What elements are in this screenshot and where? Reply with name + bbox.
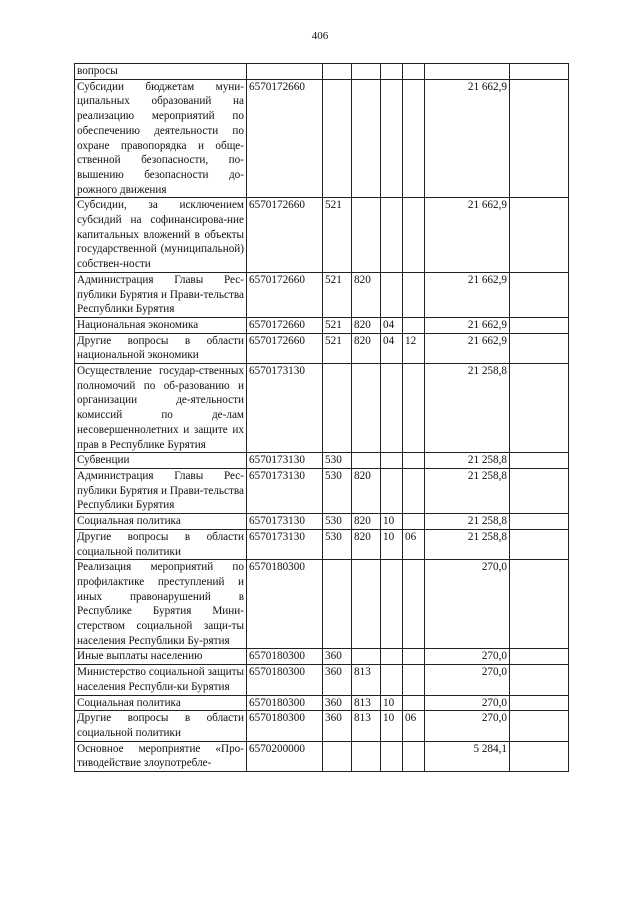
cell-ministry-code: 813 <box>352 665 381 695</box>
cell-extra <box>510 272 569 317</box>
cell-target-code: 6570180300 <box>247 665 323 695</box>
cell-expense-type <box>323 364 352 453</box>
cell-amount: 21 258,8 <box>425 529 510 559</box>
cell-name: Социальная политика <box>75 695 247 711</box>
cell-section: 10 <box>381 711 403 741</box>
cell-amount: 21 258,8 <box>425 468 510 513</box>
cell-subsection <box>403 560 425 649</box>
cell-expense-type <box>323 741 352 771</box>
cell-section <box>381 468 403 513</box>
cell-name: вопросы <box>75 64 247 80</box>
table-row <box>75 333 569 363</box>
cell-ministry-code: 820 <box>352 529 381 559</box>
table-row <box>75 529 569 559</box>
cell-target-code: 6570172660 <box>247 198 323 273</box>
cell-ministry-code <box>352 64 381 80</box>
cell-section: 04 <box>381 317 403 333</box>
cell-target-code <box>247 64 323 80</box>
table-row <box>75 741 569 771</box>
cell-expense-type: 521 <box>323 333 352 363</box>
table-row <box>75 665 569 695</box>
cell-name: Субвенции <box>75 453 247 469</box>
cell-amount: 5 284,1 <box>425 741 510 771</box>
cell-expense-type: 530 <box>323 468 352 513</box>
cell-target-code: 6570173130 <box>247 453 323 469</box>
cell-extra <box>510 649 569 665</box>
cell-name: Национальная экономика <box>75 317 247 333</box>
cell-name: Иные выплаты населению <box>75 649 247 665</box>
cell-amount: 270,0 <box>425 560 510 649</box>
cell-target-code: 6570180300 <box>247 649 323 665</box>
cell-target-code: 6570180300 <box>247 695 323 711</box>
cell-target-code: 6570180300 <box>247 560 323 649</box>
cell-amount: 21 662,9 <box>425 198 510 273</box>
cell-target-code: 6570173130 <box>247 529 323 559</box>
cell-expense-type: 530 <box>323 514 352 530</box>
cell-amount: 21 258,8 <box>425 364 510 453</box>
cell-name: Администрация Главы Рес-публики Бурятия и Прави-тельства Республики Бурятия <box>75 468 247 513</box>
cell-ministry-code <box>352 198 381 273</box>
cell-section <box>381 79 403 198</box>
cell-expense-type: 530 <box>323 529 352 559</box>
table-row <box>75 514 569 530</box>
table-row <box>75 711 569 741</box>
cell-section <box>381 64 403 80</box>
cell-extra <box>510 560 569 649</box>
table-row <box>75 560 569 649</box>
table-row <box>75 198 569 273</box>
cell-amount <box>425 64 510 80</box>
cell-ministry-code <box>352 364 381 453</box>
cell-target-code: 6570173130 <box>247 514 323 530</box>
table-row <box>75 272 569 317</box>
cell-subsection: 06 <box>403 711 425 741</box>
cell-name: Социальная политика <box>75 514 247 530</box>
cell-name: Осуществление государ-ственных полномочий по об-разованию и организации де-ятельности комиссий по де-лам несовершеннолетних и защите их прав в Республике Бурятия <box>75 364 247 453</box>
cell-extra <box>510 741 569 771</box>
cell-target-code: 6570173130 <box>247 364 323 453</box>
cell-amount: 21 662,9 <box>425 272 510 317</box>
cell-expense-type: 360 <box>323 695 352 711</box>
cell-subsection: 06 <box>403 529 425 559</box>
cell-expense-type: 521 <box>323 317 352 333</box>
cell-extra <box>510 711 569 741</box>
cell-expense-type: 521 <box>323 272 352 317</box>
cell-amount: 21 662,9 <box>425 333 510 363</box>
cell-expense-type <box>323 64 352 80</box>
cell-subsection <box>403 272 425 317</box>
cell-target-code: 6570180300 <box>247 711 323 741</box>
cell-expense-type: 360 <box>323 711 352 741</box>
cell-section: 10 <box>381 529 403 559</box>
cell-subsection <box>403 364 425 453</box>
cell-section: 04 <box>381 333 403 363</box>
cell-section: 10 <box>381 695 403 711</box>
cell-name: Основное мероприятие «Про-тиводействие злоупотребле- <box>75 741 247 771</box>
cell-target-code: 6570172660 <box>247 333 323 363</box>
cell-ministry-code: 813 <box>352 711 381 741</box>
cell-extra <box>510 333 569 363</box>
cell-section <box>381 453 403 469</box>
cell-target-code: 6570172660 <box>247 317 323 333</box>
cell-section <box>381 649 403 665</box>
cell-ministry-code <box>352 741 381 771</box>
cell-subsection <box>403 695 425 711</box>
cell-name: Субсидии, за исключением субсидий на софинансирова-ние капитальных вложений в объекты государственной (муниципальной) собствен-ности <box>75 198 247 273</box>
cell-section <box>381 364 403 453</box>
cell-extra <box>510 514 569 530</box>
cell-expense-type <box>323 560 352 649</box>
cell-target-code: 6570172660 <box>247 272 323 317</box>
page-number: 406 <box>311 30 329 42</box>
budget-table <box>74 63 569 772</box>
cell-amount: 270,0 <box>425 665 510 695</box>
cell-ministry-code: 820 <box>352 514 381 530</box>
cell-amount: 21 662,9 <box>425 79 510 198</box>
cell-extra <box>510 198 569 273</box>
cell-name: Администрация Главы Рес-публики Бурятия и Прави-тельства Республики Бурятия <box>75 272 247 317</box>
cell-amount: 270,0 <box>425 649 510 665</box>
cell-name: Реализация мероприятий по профилактике преступлений и иных правонарушений в Республике Бурятия Мини-стерством социальной защи-ты населения Республики Бу-рятия <box>75 560 247 649</box>
cell-ministry-code: 820 <box>352 272 381 317</box>
cell-ministry-code <box>352 453 381 469</box>
cell-subsection <box>403 665 425 695</box>
cell-extra <box>510 665 569 695</box>
cell-extra <box>510 468 569 513</box>
cell-ministry-code: 813 <box>352 695 381 711</box>
cell-ministry-code: 820 <box>352 317 381 333</box>
cell-section <box>381 272 403 317</box>
cell-subsection <box>403 468 425 513</box>
cell-expense-type <box>323 79 352 198</box>
table-row <box>75 468 569 513</box>
cell-expense-type: 530 <box>323 453 352 469</box>
table-row <box>75 64 569 80</box>
cell-subsection <box>403 649 425 665</box>
cell-subsection <box>403 317 425 333</box>
cell-name: Другие вопросы в области национальной экономики <box>75 333 247 363</box>
cell-section <box>381 665 403 695</box>
table-row <box>75 695 569 711</box>
cell-target-code: 6570200000 <box>247 741 323 771</box>
cell-amount: 270,0 <box>425 695 510 711</box>
table-row <box>75 364 569 453</box>
table-body <box>75 64 569 772</box>
cell-subsection: 12 <box>403 333 425 363</box>
cell-extra <box>510 529 569 559</box>
cell-subsection <box>403 198 425 273</box>
cell-ministry-code <box>352 79 381 198</box>
cell-extra <box>510 364 569 453</box>
cell-target-code: 6570173130 <box>247 468 323 513</box>
cell-extra <box>510 453 569 469</box>
cell-section <box>381 741 403 771</box>
cell-expense-type: 360 <box>323 665 352 695</box>
cell-amount: 270,0 <box>425 711 510 741</box>
table-row <box>75 649 569 665</box>
cell-amount: 21 662,9 <box>425 317 510 333</box>
cell-subsection <box>403 514 425 530</box>
table-row <box>75 79 569 198</box>
cell-section <box>381 198 403 273</box>
cell-subsection <box>403 741 425 771</box>
cell-ministry-code <box>352 560 381 649</box>
cell-expense-type: 360 <box>323 649 352 665</box>
cell-section: 10 <box>381 514 403 530</box>
cell-amount: 21 258,8 <box>425 514 510 530</box>
cell-subsection <box>403 453 425 469</box>
table-row <box>75 317 569 333</box>
cell-name: Другие вопросы в области социальной политики <box>75 529 247 559</box>
cell-name: Другие вопросы в области социальной политики <box>75 711 247 741</box>
cell-target-code: 6570172660 <box>247 79 323 198</box>
cell-subsection <box>403 79 425 198</box>
cell-expense-type: 521 <box>323 198 352 273</box>
cell-extra <box>510 695 569 711</box>
cell-extra <box>510 64 569 80</box>
cell-ministry-code: 820 <box>352 333 381 363</box>
table-row <box>75 453 569 469</box>
cell-section <box>381 560 403 649</box>
cell-subsection <box>403 64 425 80</box>
cell-name: Министерство социальной защиты населения Республи-ки Бурятия <box>75 665 247 695</box>
cell-extra <box>510 317 569 333</box>
cell-ministry-code <box>352 649 381 665</box>
cell-name: Субсидии бюджетам муни-ципальных образований на реализацию мероприятий по обеспечению деятельности по охране правопорядка и обще-ственной безопасности, по-вышению безопасности до-рожного движения <box>75 79 247 198</box>
cell-ministry-code: 820 <box>352 468 381 513</box>
cell-amount: 21 258,8 <box>425 453 510 469</box>
cell-extra <box>510 79 569 198</box>
